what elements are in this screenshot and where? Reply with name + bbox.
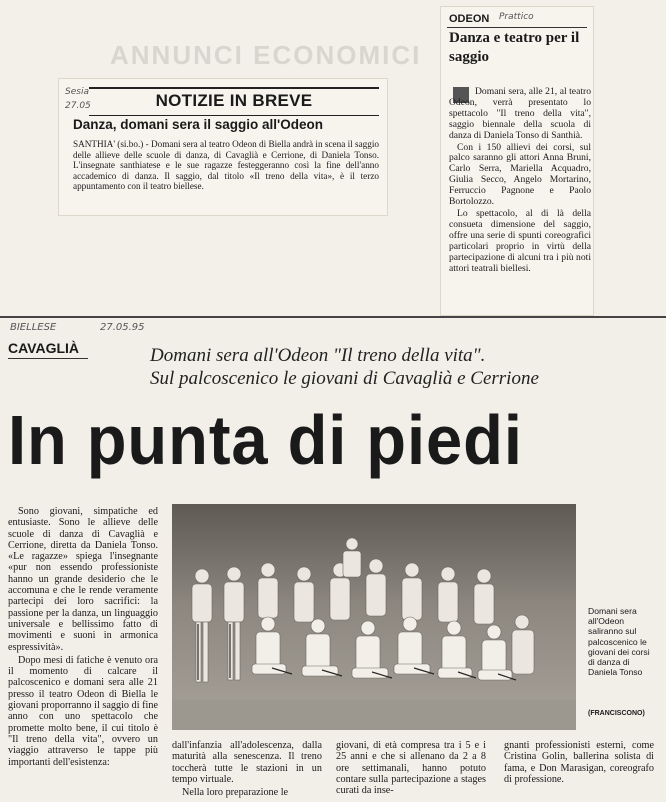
paragraph: Dopo mesi di fatiche è venuto ora il momento di calcare il palcoscenico e domani sera alle 21 presso il teatro Odeon di Biella le giovani proporranno il saggio di fine anno con uno spettacolo che promette molto bene, il cui titolo è "Il treno della vita", ovvero un viaggio attraverso le tappe più importanti dell'esistenza: xyxy=(8,654,158,768)
source-label: ODEON xyxy=(449,13,490,25)
subtitle xyxy=(150,344,650,390)
page-title: In punta di piedi xyxy=(8,401,523,479)
handwritten-source: BIELLESE xyxy=(10,322,57,333)
paragraph: giovani, di età compresa tra i 5 e i 25 anni e che si allenano da 2 a 8 ore settimanali, hanno potuto contare sulla partecipazione a stages curati da inse- xyxy=(336,740,486,797)
paragraph: Con i 150 allievi dei corsi, sul palco saranno gli attori Anna Bruni, Carlo Serra, Mariella Acquadro, Giulia Secco, Angelo Mortarino, Ferruccio Pagnone e Paolo Bortolozzo. xyxy=(449,141,591,208)
clipping-odeon xyxy=(440,6,594,316)
handwritten-date: 27.05 xyxy=(65,101,91,111)
divider xyxy=(447,27,587,28)
article-body xyxy=(449,87,591,275)
paragraph: Sono giovani, simpatiche ed entusiaste. Sono le allieve delle scuole di danza di Cavaglià e Cerrione, diretta da Daniela Tonso. «Le ragazze» spiega l'insegnante «pur non essendo professioniste hanno un grande desiderio che le accomuna e che le rende veramente partecipi dei loro sacrifici: la passione per la danza, un linguaggio universale e bellissimo fatto di movimenti e suoni in armonica espressività». xyxy=(8,506,158,653)
article-body: SANTHIA' (si.bo.) - Domani sera al teatro Odeon di Biella andrà in scena il saggio delle allieve delle scuole di danza, di Cavaglià e Cerrione, di Daniela Tonso. L'insegnate santhiatese e le sue ragazze festeggeranno così la fine dell'anno accademico di danza. Il saggio, dal titolo «Il treno della vita», è il terzo appuntamento con il teatro biellese. xyxy=(73,139,379,192)
kicker-label: NOTIZIE IN BREVE xyxy=(155,91,313,110)
dancers-photo xyxy=(172,504,576,730)
clipping-notizie-in-breve xyxy=(58,78,388,216)
paragraph: Nella loro preparazione le xyxy=(182,787,289,799)
headline: Danza, domani sera il saggio all'Odeon xyxy=(73,117,324,132)
handwritten-note: Sesia xyxy=(65,87,89,97)
photo-credit: (FRANCISCONO) xyxy=(588,710,645,717)
subtitle-line: Domani sera all'Odeon "Il treno della vita". xyxy=(150,345,486,366)
paragraph: dall'infanzia all'adolescenza, dalla maturità alla senescenza. Il treno toccherà tutte le stazioni in un tempo virtuale. xyxy=(172,740,322,785)
photo-caption: Domani sera all'Odeon saliranno sul palcoscenico le giovani dei corsi di danza di Daniela Tonso xyxy=(588,606,650,678)
paragraph: Domani sera, alle 21, al teatro Odeon, verrà presentato lo spettacolo "Il treno della vita", saggio biennale della scuola di danza di Daniela Tonso di Santhià. xyxy=(449,86,591,141)
column-3 xyxy=(336,740,486,798)
clipping-in-punta-di-piedi xyxy=(0,316,666,802)
dancers-photo-graphic xyxy=(172,504,576,730)
section-label: CAVAGLIÀ xyxy=(8,340,80,356)
background-ghost-text: ANNUNCI ECONOMICI xyxy=(110,40,422,70)
headline: Danza e teatro per il saggio xyxy=(449,30,580,65)
handwritten-note: Prattico xyxy=(499,12,534,22)
subtitle-line: Sul palcoscenico le giovani di Cavaglià e Cerrione xyxy=(150,368,539,389)
paragraph: Lo spettacolo, al di là della consueta dimensione del saggio, offre una serie di spunti coreografici particolari proprio in virtù della partecipazione di alcuni tra i più noti attori teatrali biellesi. xyxy=(449,207,591,274)
divider xyxy=(8,358,88,359)
kicker-box xyxy=(89,87,379,116)
column-2 xyxy=(172,740,322,800)
paragraph: gnanti professionisti esterni, come Cristina Golin, ballerina solista di fama, e Don Marasigan, coreografo di professione. xyxy=(504,740,654,785)
column-1 xyxy=(8,506,158,770)
column-4 xyxy=(504,740,654,787)
handwritten-date: 27.05.95 xyxy=(100,322,145,333)
